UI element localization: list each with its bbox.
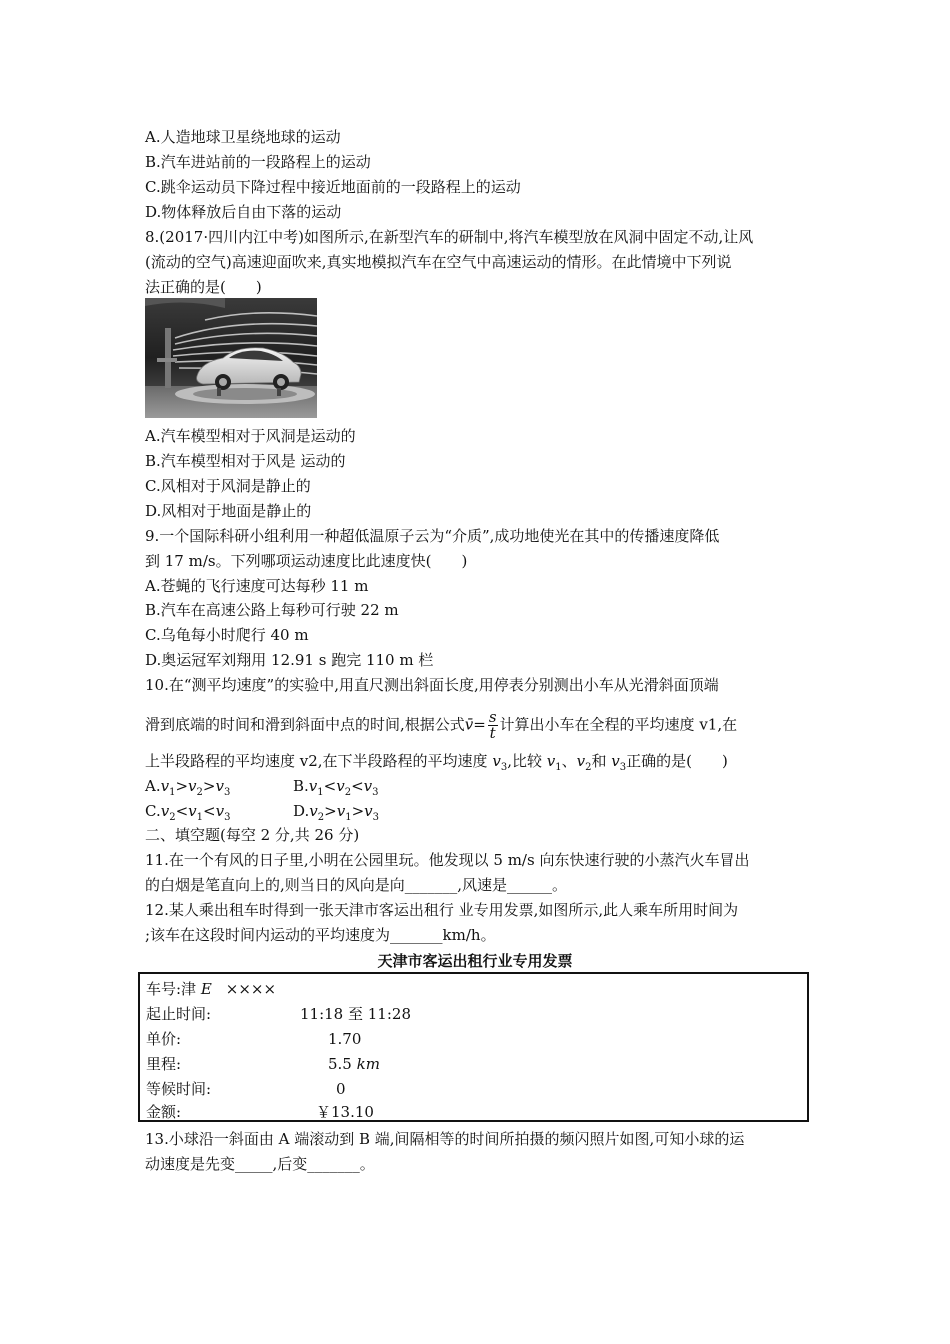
q7-option-a: A.人造地球卫星绕地球的运动 <box>145 128 341 146</box>
car-value: ×××× <box>225 980 277 998</box>
invoice-wait-label: 等候时间: <box>146 1080 212 1098</box>
var-v: v <box>336 802 346 820</box>
formula-denominator: t <box>489 724 496 742</box>
sub-2: 2 <box>196 787 203 798</box>
q7-option-d: D.物体释放后自由下落的运动 <box>145 203 342 221</box>
sub-3: 3 <box>619 762 627 773</box>
var-v: v <box>492 752 501 770</box>
invoice-time-label: 起止时间: <box>146 1005 212 1023</box>
invoice-car-number <box>146 979 276 999</box>
q10-stem3-mid: ,比较 <box>507 752 547 770</box>
op: > <box>175 777 189 795</box>
q10-stem-line2 <box>145 710 737 741</box>
invoice-price-label: 单价: <box>146 1030 182 1048</box>
option-letter: D. <box>293 802 310 820</box>
var-v: v <box>309 802 318 820</box>
q10-sep: 、 <box>561 752 577 770</box>
q13-line1: 13.小球沿一斜面由 A 端滚动到 B 端,间隔相等的时间所拍摄的频闪照片如图,可知小球的运 <box>145 1130 745 1148</box>
q10-option-d <box>293 801 379 828</box>
sub-3: 3 <box>223 787 231 798</box>
formula-numerator: s <box>488 708 497 726</box>
var-v: v <box>363 777 373 795</box>
q12-line1: 12.某人乘出租车时得到一张天津市客运出租行 业专用发票,如图所示,此人乘车所用时间为 <box>145 901 739 919</box>
sub-3: 3 <box>372 812 379 823</box>
formula-v-bar: v̄ <box>464 715 474 734</box>
var-v: v <box>160 802 170 820</box>
wind-tunnel-car-photo <box>145 298 317 418</box>
q10-stem-line3 <box>145 751 728 778</box>
invoice-time-value: 11:18 至 11:28 <box>300 1005 411 1023</box>
var-v: v <box>336 777 345 795</box>
q13-line2: 动速度是先变_____,后变_______。 <box>145 1155 375 1173</box>
sub-2: 2 <box>344 787 352 798</box>
q9-option-b: B.汽车在高速公路上每秒可行驶 22 m <box>145 601 399 619</box>
car-label: 车号:津 <box>146 980 201 998</box>
section-title-fill-in: 二、填空题(每空 2 分,共 26 分) <box>145 826 360 844</box>
option-letter: A. <box>145 777 161 795</box>
q9-option-a: A.苍蝇的飞行速度可达每秒 11 m <box>145 577 369 595</box>
q7-option-c: C.跳伞运动员下降过程中接近地面前的一段路程上的运动 <box>145 178 521 196</box>
q10-stem3-post: 正确的是( ) <box>626 752 728 770</box>
op: < <box>351 777 364 795</box>
q10-option-b <box>293 776 379 803</box>
q8-option-c: C.风相对于风洞是静止的 <box>145 477 311 495</box>
formula-equals: = <box>473 715 486 734</box>
invoice-price-value: 1.70 <box>328 1030 362 1048</box>
invoice-title: 天津市客运出租行业专用发票 <box>377 952 573 970</box>
q10-stem2-post: 计算出小车在全程的平均速度 v1,在 <box>499 715 738 734</box>
var-v: v <box>188 777 197 795</box>
q8-stem-line3: 法正确的是( ) <box>145 278 262 296</box>
q10-and: 和 <box>591 752 612 770</box>
q10-option-a <box>145 776 230 803</box>
distance-number: 5.5 <box>328 1055 357 1073</box>
op: > <box>202 777 216 795</box>
var-v: v <box>364 802 373 820</box>
op: > <box>351 802 365 820</box>
sub-1: 1 <box>555 762 562 773</box>
formula-fraction <box>488 710 498 741</box>
sub-2: 2 <box>585 762 592 773</box>
var-v: v <box>308 777 318 795</box>
invoice-amount-label: 金额: <box>146 1103 182 1121</box>
q8-stem-line2: (流动的空气)高速迎面吹来,真实地模拟汽车在空气中高速运动的情形。在此情境中下列说 <box>145 253 732 271</box>
q10-option-c <box>145 801 230 828</box>
op: < <box>203 802 216 820</box>
q9-option-d: D.奥运冠军刘翔用 12.91 s 跑完 110 m 栏 <box>145 651 434 669</box>
invoice-wait-value: 0 <box>336 1080 346 1098</box>
option-letter: B. <box>293 777 309 795</box>
invoice-amount-value: ￥13.10 <box>316 1103 374 1121</box>
var-v: v <box>546 752 556 770</box>
var-v: v <box>160 777 170 795</box>
option-letter: C. <box>145 802 161 820</box>
sub-1: 1 <box>345 812 352 823</box>
distance-unit: km <box>356 1055 380 1073</box>
q9-option-c: C.乌龟每小时爬行 40 m <box>145 626 309 644</box>
taxi-invoice-table <box>138 972 809 1122</box>
sub-1: 1 <box>196 812 204 823</box>
q9-stem-line2: 到 17 m/s。下列哪项运动速度比此速度快( ) <box>145 552 468 570</box>
sub-1: 1 <box>169 787 176 798</box>
q10-stem2-text: 滑到底端的时间和滑到斜面中点的时间,根据公式 <box>145 715 465 734</box>
q8-option-d: D.风相对于地面是静止的 <box>145 502 312 520</box>
var-v: v <box>188 802 197 820</box>
q11-line2: 的白烟是笔直向上的,则当日的风向是向_______,风速是______。 <box>145 876 568 894</box>
q12-line2: ;该车在这段时间内运动的平均速度为_______km/h。 <box>145 926 496 944</box>
invoice-distance-label: 里程: <box>146 1055 182 1073</box>
op: < <box>323 777 337 795</box>
q7-option-b: B.汽车进站前的一段路程上的运动 <box>145 153 371 171</box>
sub-3: 3 <box>224 812 231 823</box>
var-v: v <box>215 802 225 820</box>
invoice-distance-value <box>328 1054 380 1074</box>
sub-3: 3 <box>500 762 508 773</box>
op: < <box>175 802 189 820</box>
q11-line1: 11.在一个有风的日子里,小明在公园里玩。他发现以 5 m/s 向东快速行驶的小蒸汽火车冒出 <box>145 851 750 869</box>
q8-option-a: A.汽车模型相对于风洞是运动的 <box>145 427 356 445</box>
var-v: v <box>611 752 620 770</box>
sub-2: 2 <box>169 812 176 823</box>
op: > <box>324 802 337 820</box>
car-letter: E <box>200 980 212 998</box>
q8-option-b: B.汽车模型相对于风是 运动的 <box>145 452 346 470</box>
var-v: v <box>215 777 224 795</box>
sub-1: 1 <box>317 787 324 798</box>
q9-stem-line1: 9.一个国际科研小组利用一种超低温原子云为“介质”,成功地使光在其中的传播速度降低 <box>145 527 720 545</box>
var-v: v <box>576 752 586 770</box>
q8-stem-line1: 8.(2017·四川内江中考)如图所示,在新型汽车的研制中,将汽车模型放在风洞中固定不动,让风 <box>145 228 754 246</box>
q10-stem-line1: 10.在“测平均速度”的实验中,用直尺测出斜面长度,用停表分别测出小车从光滑斜面顶端 <box>145 676 719 694</box>
sub-2: 2 <box>317 812 325 823</box>
sub-3: 3 <box>372 787 379 798</box>
q10-stem3-text: 上半段路程的平均速度 v2,在下半段路程的平均速度 <box>145 752 493 770</box>
